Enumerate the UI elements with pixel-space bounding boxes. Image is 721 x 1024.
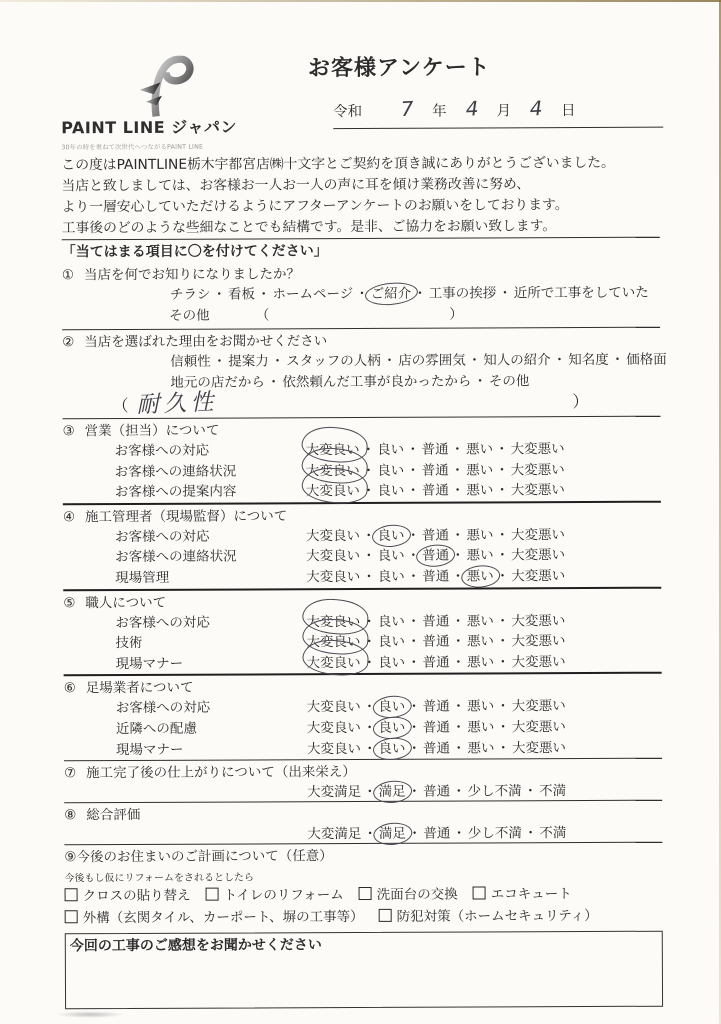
option-separator: ・: [451, 740, 466, 757]
checkbox-item[interactable]: [206, 887, 344, 904]
option[interactable]: 地元の店だから: [170, 374, 265, 391]
option-separator: ・: [451, 654, 466, 671]
paren-close: ）: [572, 392, 589, 412]
option-separator: ・: [495, 633, 510, 650]
q1-other-row: [62, 304, 660, 330]
q7-title: ⑦ 施工完了後の仕上がりについて（出来栄え）: [64, 764, 356, 782]
option[interactable]: 良い: [377, 548, 405, 565]
option-circled[interactable]: 良い: [377, 527, 405, 544]
option[interactable]: 工事の挨拶: [428, 285, 497, 302]
option-separator: ・: [467, 352, 482, 369]
q8-satisfaction-options: [64, 823, 662, 845]
q9-number: ⑨: [64, 849, 77, 866]
scan-edge-top: [0, 0, 721, 2]
day-value-handwritten[interactable]: 4: [529, 95, 544, 121]
option-separator: ・: [451, 633, 466, 650]
option-separator: ・: [407, 825, 422, 842]
option-separator: ・: [362, 654, 377, 671]
section-q5: [63, 586, 661, 674]
option[interactable]: 普通: [422, 568, 450, 585]
option[interactable]: 悪い: [466, 527, 494, 544]
option-separator: ・: [452, 783, 466, 800]
option[interactable]: 良い: [377, 462, 405, 479]
section-q9: [64, 842, 662, 931]
option-circled[interactable]: 大変良い: [306, 654, 361, 671]
option[interactable]: 大変悪い: [510, 461, 565, 478]
q1-other-blank[interactable]: [269, 319, 449, 320]
option[interactable]: 店の雰囲気: [398, 352, 466, 369]
comment-box[interactable]: [65, 931, 663, 1010]
option[interactable]: 悪い: [467, 739, 495, 757]
checkbox-label: 洗面台の交換: [376, 886, 458, 904]
q9-check-row-2: [65, 906, 663, 931]
option[interactable]: 悪い: [467, 698, 495, 715]
q4-title: ④ 施工管理者（現場監督）について: [62, 508, 288, 526]
brand-tagline: 30年の時を重ねて次世代へつながるPAINT LINE: [61, 143, 204, 152]
scan-smudge: [55, 1011, 125, 1018]
option-separator: ・: [496, 698, 510, 715]
option[interactable]: 普通: [421, 462, 449, 479]
option[interactable]: 悪い: [466, 482, 494, 499]
intro-paragraph: [61, 153, 659, 240]
option-separator: ・: [362, 699, 377, 716]
option-separator: ・: [523, 825, 538, 842]
option[interactable]: 大変悪い: [511, 739, 566, 756]
option-separator: ・: [212, 286, 226, 303]
option-separator: ・: [451, 613, 465, 630]
month-label: 月: [496, 103, 512, 120]
q2-number: ②: [62, 334, 75, 351]
option-separator: ・: [610, 351, 625, 368]
q2-handwritten-answer[interactable]: 耐久性: [135, 389, 218, 419]
option[interactable]: 悪い: [467, 654, 495, 671]
month-value-handwritten[interactable]: 4: [464, 96, 479, 121]
option[interactable]: 普通: [422, 698, 450, 716]
rating-options: [305, 439, 566, 461]
option-separator: ・: [407, 740, 421, 757]
option-separator: ・: [362, 719, 377, 736]
intro-line: この度はPAINTLINE栃木宇都宮店㈱十文字とご契約を頂き誠にありがとうございました。: [61, 154, 615, 174]
option[interactable]: 依然頼んだ工事が良かったから: [282, 373, 472, 391]
q8-number: ⑧: [64, 807, 77, 824]
option[interactable]: 看板: [227, 286, 255, 303]
option[interactable]: 普通: [422, 613, 450, 630]
q8-title: ⑧ 総合評価: [64, 807, 141, 824]
option[interactable]: その他: [488, 373, 530, 390]
option-separator: ・: [361, 462, 376, 479]
rating-row: [64, 737, 662, 760]
option[interactable]: 普通: [422, 633, 450, 650]
section-q7: [64, 758, 662, 803]
option-separator: ・: [552, 352, 567, 369]
rating-row: [63, 524, 661, 547]
rating-label: お客様への連絡状況: [115, 548, 237, 566]
option-separator: ・: [266, 374, 281, 391]
option[interactable]: 大変満足: [307, 826, 362, 843]
option[interactable]: 普通: [422, 740, 450, 757]
checkbox-label: エコキュート: [490, 886, 572, 903]
option[interactable]: 価格面: [626, 351, 667, 368]
option[interactable]: 悪い: [466, 462, 494, 479]
q3-number: ③: [62, 423, 75, 440]
checkbox-icon[interactable]: [359, 887, 372, 900]
rating-label: 現場マナー: [115, 655, 184, 672]
option-separator: ・: [450, 527, 465, 544]
intro-line: より一層安心していただけるようにアフターアンケートのお願いをしております。: [61, 197, 569, 216]
q6-number: ⑥: [63, 680, 76, 697]
rating-options: [305, 460, 566, 482]
option-separator: ・: [212, 353, 227, 370]
brand-name: PAINT LINE ジャパン: [61, 117, 237, 138]
option-separator: ・: [413, 285, 427, 302]
option-separator: ・: [406, 568, 421, 585]
rating-label: 近隣への配慮: [115, 720, 197, 738]
checkbox-item[interactable]: [359, 887, 458, 903]
rating-label: お客様への提案内容: [114, 483, 237, 501]
rating-options: [305, 631, 566, 653]
option[interactable]: 大変悪い: [510, 441, 565, 458]
q5-title: ⑤ 職人について: [63, 594, 167, 611]
rating-row: [63, 545, 661, 568]
option[interactable]: 大変悪い: [511, 547, 566, 564]
option-separator: ・: [495, 461, 509, 479]
option-separator: ・: [363, 826, 377, 843]
checkbox-item[interactable]: [65, 909, 364, 926]
option-separator: ・: [495, 527, 510, 544]
option[interactable]: 知人の紹介: [483, 352, 551, 369]
option-circled[interactable]: 大変良い: [306, 613, 361, 630]
option[interactable]: 大変悪い: [510, 482, 565, 499]
option-circled[interactable]: 満足: [378, 783, 406, 801]
option-separator: ・: [407, 699, 421, 716]
option-circled[interactable]: 満足: [378, 825, 406, 843]
q3-title: ③ 営業（担当）について: [62, 422, 220, 440]
option-circled[interactable]: 良い: [378, 699, 406, 716]
rating-options: [305, 611, 566, 633]
q4-number: ④: [62, 509, 76, 526]
rating-label: お客様への対応: [115, 614, 210, 631]
option-separator: ・: [406, 527, 421, 544]
option[interactable]: 良い: [377, 483, 405, 500]
option-separator: ・: [495, 568, 510, 585]
option-separator: ・: [406, 613, 421, 630]
option-separator: ・: [362, 634, 377, 651]
other-label: その他: [169, 307, 210, 324]
option-separator: ・: [362, 740, 377, 757]
option[interactable]: 大変悪い: [511, 719, 566, 736]
checkbox-icon[interactable]: [206, 888, 219, 901]
option[interactable]: 良い: [377, 441, 405, 458]
option-separator: ・: [406, 548, 421, 565]
option-circled[interactable]: 大変良い: [305, 442, 360, 459]
rating-row: [63, 480, 661, 503]
option-separator: ・: [495, 612, 510, 629]
rating-row: [64, 651, 662, 674]
option-circled[interactable]: 大変良い: [305, 483, 360, 500]
q1-options: [62, 283, 660, 307]
option-separator: ・: [452, 825, 466, 842]
option-separator: ・: [496, 739, 510, 756]
year-label: 年: [432, 103, 447, 120]
intro-line: 工事後のどのような些細なことでも結構です。是非、ご協力をお願い致します。: [61, 218, 557, 237]
option[interactable]: 大変悪い: [511, 698, 566, 715]
option[interactable]: 知名度: [568, 351, 609, 369]
option-separator: ・: [406, 633, 421, 650]
option[interactable]: 普通: [421, 527, 450, 544]
intro-line: 当店と致しましては、お客様お一人お一人の声に耳を傾け業務改善に努め、: [61, 176, 531, 195]
rating-options: [305, 566, 566, 588]
option[interactable]: 大変悪い: [511, 568, 566, 585]
q9-subnote: 今後もし仮にリフォームをされるとしたら: [64, 872, 255, 885]
option[interactable]: 大変良い: [306, 699, 361, 716]
option-separator: ・: [256, 286, 271, 303]
q9-check-row-1: [65, 884, 663, 909]
option-separator: ・: [363, 784, 377, 801]
option-separator: ・: [451, 719, 466, 736]
q9-title: ⑨今後のお住まいのご計画について（任意）: [64, 848, 333, 866]
option-separator: ・: [451, 698, 466, 715]
rating-row: [63, 566, 661, 589]
option[interactable]: 悪い: [467, 719, 495, 736]
paren-open: （: [255, 307, 270, 324]
option[interactable]: チラシ: [169, 286, 211, 303]
option-separator: ・: [473, 373, 487, 390]
section-q2: [62, 327, 667, 419]
checkbox-item[interactable]: [473, 886, 572, 902]
section-q4: [63, 500, 661, 588]
rating-row: [63, 459, 661, 482]
option-separator: ・: [450, 482, 465, 499]
section-q1: [62, 261, 660, 330]
option-separator: ・: [496, 654, 510, 671]
option[interactable]: 提案力: [228, 353, 269, 370]
rating-row: [63, 610, 661, 633]
q1-title: ① 当店を何でお知りになりましたか？: [61, 266, 301, 284]
ribbon-p-icon: [123, 56, 205, 118]
option-separator: ・: [355, 285, 369, 303]
option[interactable]: 大変悪い: [511, 612, 566, 629]
option[interactable]: 良い: [377, 633, 406, 651]
rating-row: [64, 696, 662, 719]
date-row: [333, 95, 663, 129]
option[interactable]: 大変良い: [306, 740, 361, 757]
option-separator: ・: [382, 352, 397, 369]
q7-satisfaction-options: [64, 781, 662, 803]
rating-row: [63, 439, 661, 462]
form-header: [61, 54, 659, 152]
option[interactable]: 普通: [421, 441, 449, 458]
section-q8: [64, 800, 662, 845]
option[interactable]: 近所で工事をしていた: [513, 284, 649, 302]
q6-title: ⑥ 足場業者について: [63, 680, 194, 697]
rating-label: 現場マナー: [115, 741, 184, 758]
day-label: 日: [561, 103, 576, 120]
option-separator: ・: [451, 547, 465, 564]
option-separator: ・: [406, 441, 420, 458]
option-separator: ・: [451, 568, 465, 585]
checkbox-icon[interactable]: [379, 909, 392, 922]
checkbox-icon[interactable]: [65, 910, 78, 923]
option-separator: ・: [406, 482, 420, 499]
option[interactable]: 少し不満: [467, 783, 522, 800]
checkbox-label: トイレのリフォーム: [223, 887, 344, 904]
option-circled[interactable]: ご紹介: [370, 285, 412, 302]
checkbox-icon[interactable]: [65, 888, 78, 901]
option-separator: ・: [361, 527, 376, 544]
instruction-heading: 「当てはまる項目に〇を付けてください」: [62, 237, 660, 264]
option[interactable]: 大変悪い: [511, 653, 566, 671]
rating-label: お客様への対応: [115, 700, 211, 717]
option[interactable]: 大変良い: [306, 568, 361, 586]
paren-open: （: [112, 396, 129, 416]
era-label: 令和: [333, 103, 363, 121]
option-separator: ・: [523, 783, 538, 800]
option-separator: ・: [362, 613, 376, 630]
option[interactable]: 良い: [377, 568, 405, 585]
option[interactable]: 大変悪い: [510, 526, 566, 544]
checkbox-label: 防犯対策（ホームセキュリティ）: [396, 908, 598, 925]
option-circled[interactable]: 良い: [378, 740, 406, 757]
rating-options: [305, 480, 566, 502]
option[interactable]: 大変良い: [306, 548, 361, 565]
option-separator: ・: [407, 654, 421, 671]
rating-label: お客様への対応: [114, 528, 210, 545]
option-separator: ・: [496, 719, 510, 736]
option-separator: ・: [407, 783, 422, 800]
year-value-handwritten[interactable]: 7: [400, 96, 415, 122]
paintline-logo: [61, 56, 237, 159]
option[interactable]: 良い: [378, 654, 406, 671]
rating-label: お客様への対応: [114, 442, 210, 460]
option-separator: ・: [450, 462, 465, 479]
q2-title: ② 当店を選ばれた理由をお聞かせください: [62, 333, 328, 351]
option-circled[interactable]: 普通: [422, 547, 450, 565]
option-separator: ・: [362, 548, 376, 565]
option-separator: ・: [498, 285, 512, 302]
option-separator: ・: [361, 441, 376, 459]
option[interactable]: 悪い: [466, 441, 494, 458]
option-separator: ・: [406, 462, 420, 479]
rating-row: [63, 631, 661, 654]
q2-options-line1: [62, 350, 667, 374]
option-circled[interactable]: 悪い: [466, 568, 494, 585]
option-separator: ・: [450, 441, 465, 458]
option-separator: ・: [495, 441, 509, 458]
option[interactable]: 悪い: [466, 612, 494, 630]
rating-options: [306, 717, 567, 739]
rating-label: 現場管理: [115, 569, 170, 587]
checkbox-label: 外構（玄関タイル、カーポート、塀の工事等）: [82, 909, 364, 927]
option[interactable]: 普通: [423, 825, 451, 842]
option[interactable]: 大変良い: [306, 719, 361, 737]
comment-box-label: 今回の工事のご感想をお聞かせください: [69, 937, 322, 955]
option-circled[interactable]: 大変良い: [306, 634, 361, 651]
option-circled[interactable]: 良い: [378, 719, 406, 736]
option-separator: ・: [495, 482, 509, 499]
rating-options: [305, 545, 566, 567]
option[interactable]: スタッフの人柄: [286, 352, 381, 370]
checkbox-item[interactable]: [65, 888, 191, 905]
q5-number: ⑤: [63, 594, 76, 611]
option[interactable]: 普通: [421, 482, 449, 499]
rating-row: [64, 717, 662, 740]
option-separator: ・: [361, 483, 376, 500]
option[interactable]: 悪い: [466, 547, 494, 564]
option[interactable]: 少し不満: [467, 825, 522, 842]
paren-close: ）: [449, 306, 463, 323]
q2-other-row: [62, 389, 660, 419]
checkbox-label: クロスの貼り替え: [82, 887, 191, 905]
q1-number: ①: [61, 267, 75, 284]
option[interactable]: ホームページ: [272, 286, 354, 303]
option-separator: ・: [407, 719, 421, 736]
rating-options: [306, 738, 567, 760]
option[interactable]: 不満: [539, 825, 567, 842]
page-title: お客様アンケート: [307, 55, 491, 82]
checkbox-item[interactable]: [379, 908, 598, 925]
option[interactable]: 大変悪い: [511, 633, 566, 650]
option[interactable]: 普通: [422, 719, 450, 736]
option[interactable]: 大変良い: [305, 527, 361, 545]
form-content: [61, 54, 667, 1010]
rating-options: [305, 525, 566, 547]
option[interactable]: 不満: [539, 783, 567, 800]
option[interactable]: 普通: [423, 783, 451, 800]
option[interactable]: 大変満足: [307, 784, 362, 801]
option-separator: ・: [362, 568, 376, 585]
checkbox-icon[interactable]: [473, 887, 486, 900]
rating-label: お客様への連絡状況: [114, 463, 237, 480]
rating-label: 技術: [115, 635, 143, 652]
rating-options: [306, 652, 567, 674]
section-q3: [63, 416, 661, 503]
option-separator: ・: [495, 547, 510, 564]
option-separator: ・: [270, 353, 285, 370]
rating-options: [306, 696, 567, 718]
option-circled[interactable]: 大変良い: [305, 462, 360, 479]
option[interactable]: 良い: [377, 613, 405, 630]
q7-number: ⑦: [64, 765, 77, 782]
option[interactable]: 悪い: [466, 633, 495, 650]
option[interactable]: 信頼性: [170, 353, 211, 370]
option[interactable]: 普通: [422, 654, 450, 671]
section-q6: [64, 672, 662, 760]
